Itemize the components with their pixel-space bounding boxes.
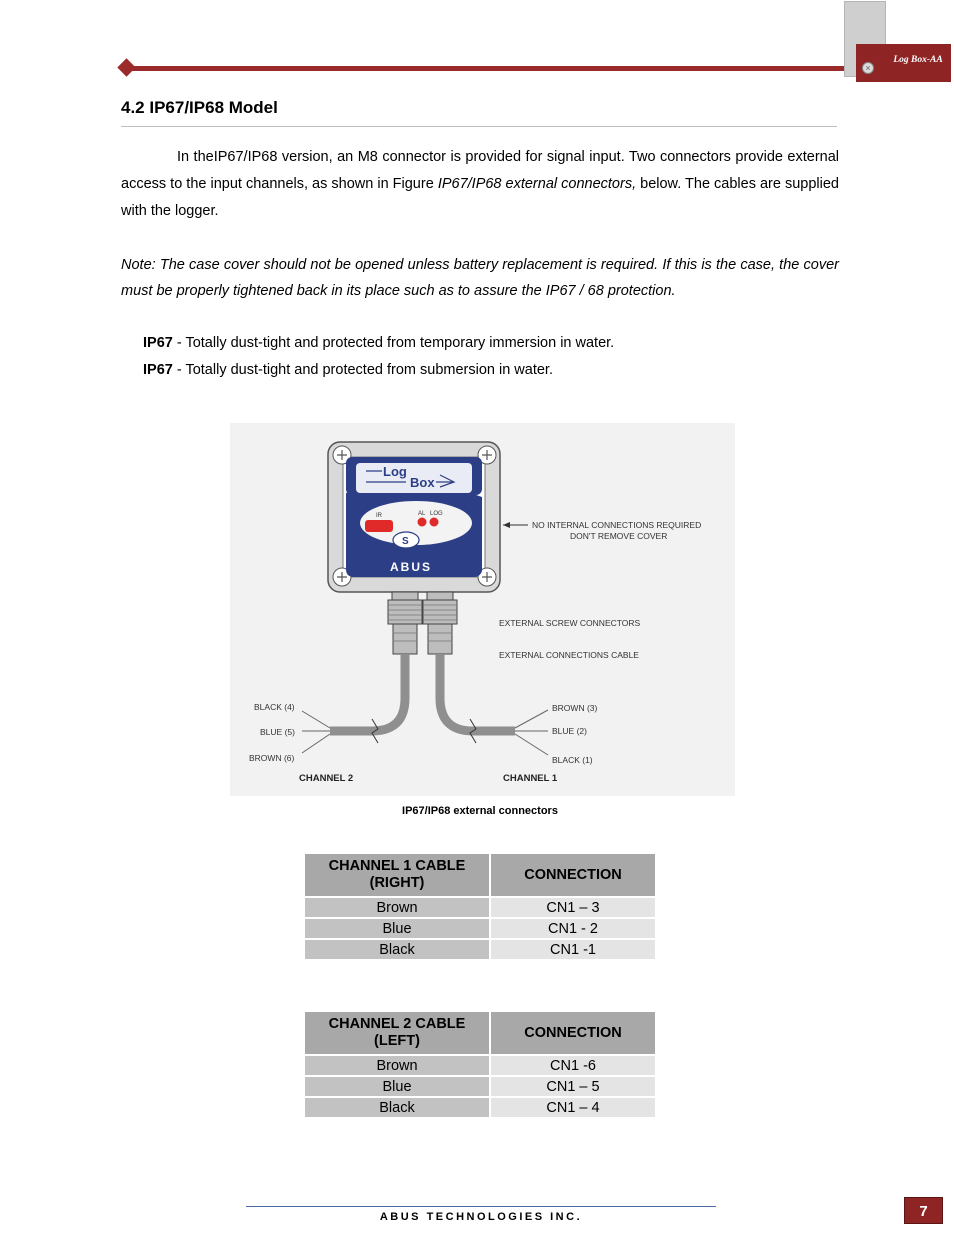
table-header-row [304,1011,656,1055]
wire-label-right: BLACK (1) [552,755,593,765]
column-header-cable: CHANNEL 2 CABLE (LEFT) [304,1011,490,1055]
ip-rating-line [143,335,614,351]
ip-rating-label: IP67 [143,335,173,351]
logo-log: Log [383,464,407,479]
channel-2-cable [330,654,405,731]
table-row: Brown CN1 – 3 [304,897,656,918]
channel-1-table [303,852,657,961]
svg-text:NO INTERNAL CONNECTIONS REQUIR: NO INTERNAL CONNECTIONS REQUIRED [532,520,702,530]
connector-figure [230,423,735,796]
svg-text:EXTERNAL CONNECTIONS CABLE: EXTERNAL CONNECTIONS CABLE [499,650,639,660]
column-header-cable: CHANNEL 1 CABLE (RIGHT) [304,853,490,897]
wire-label-right: BROWN (3) [552,703,598,713]
table-row: Black CN1 – 4 [304,1097,656,1118]
logo-box: Box [410,475,435,490]
table-row: Blue CN1 – 5 [304,1076,656,1097]
table-row: Black CN1 -1 [304,939,656,960]
brand-logo: ABUS [390,560,433,574]
svg-text:IR: IR [376,513,382,519]
header-tab-label: Log Box-AA [893,55,943,65]
figure-caption: IP67/IP68 external connectors [402,805,558,817]
heading-divider [121,126,837,127]
svg-text:S: S [402,536,409,547]
table-row: Brown CN1 -6 [304,1055,656,1076]
svg-text:AL: AL [418,511,426,517]
header-rule [128,66,844,71]
column-header-connection: CONNECTION [490,853,656,897]
section-heading: 4.2 IP67/IP68 Model [121,98,278,117]
intro-paragraph [121,144,839,225]
channel-2-label: CHANNEL 2 [299,773,354,784]
column-header-connection: CONNECTION [490,1011,656,1055]
wire-label-right: BLUE (2) [552,726,587,736]
close-icon: × [862,62,874,74]
wire-label-left: BLUE (5) [260,727,295,737]
table-header-row [304,853,656,897]
protection-note: Note: The case cover should not be opened unless battery replacement is required. If this is the case, the cover must be properly tightened back in its place such as to assure the IP67 / 68 protection. [121,257,839,299]
channel-1-label: CHANNEL 1 [503,773,558,784]
svg-text:LOG: LOG [430,511,443,517]
intro-text-part1: In theIP67/IP68 version, an M8 connector is provided for signal input. Two connectors provide external access to the input channels, as shown in Figure [121,149,839,192]
footer-company: ABUS TECHNOLOGIES INC. [379,1211,583,1223]
svg-text:DON'T REMOVE COVER: DON'T REMOVE COVER [570,531,668,541]
page-number: 7 [904,1197,943,1224]
channel-2-table [303,1010,657,1119]
channel-1-cable [440,654,515,731]
wire-label-left: BROWN (6) [249,753,295,763]
alarm-led-icon [418,518,427,527]
svg-text:EXTERNAL SCREW CONNECTORS: EXTERNAL SCREW CONNECTORS [499,618,641,628]
log-led-icon [430,518,439,527]
header-diamond-icon [117,58,135,76]
ip-rating-text: - Totally dust-tight and protected from submersion in water. [172,362,553,378]
intro-text-part2: below. The cables are supplied with the logger. [121,176,839,219]
ip-rating-label: IP67 [143,362,173,378]
screw-connector [388,592,457,654]
ip-rating-line [143,362,553,378]
figure-reference: IP67/IP68 external connectors, [437,176,637,192]
table-row: Blue CN1 - 2 [304,918,656,939]
ip-rating-text: - Totally dust-tight and protected from temporary immersion in water. [172,335,615,351]
footer-rule [246,1206,716,1207]
ir-led [365,520,393,532]
wire-label-left: BLACK (4) [254,702,295,712]
